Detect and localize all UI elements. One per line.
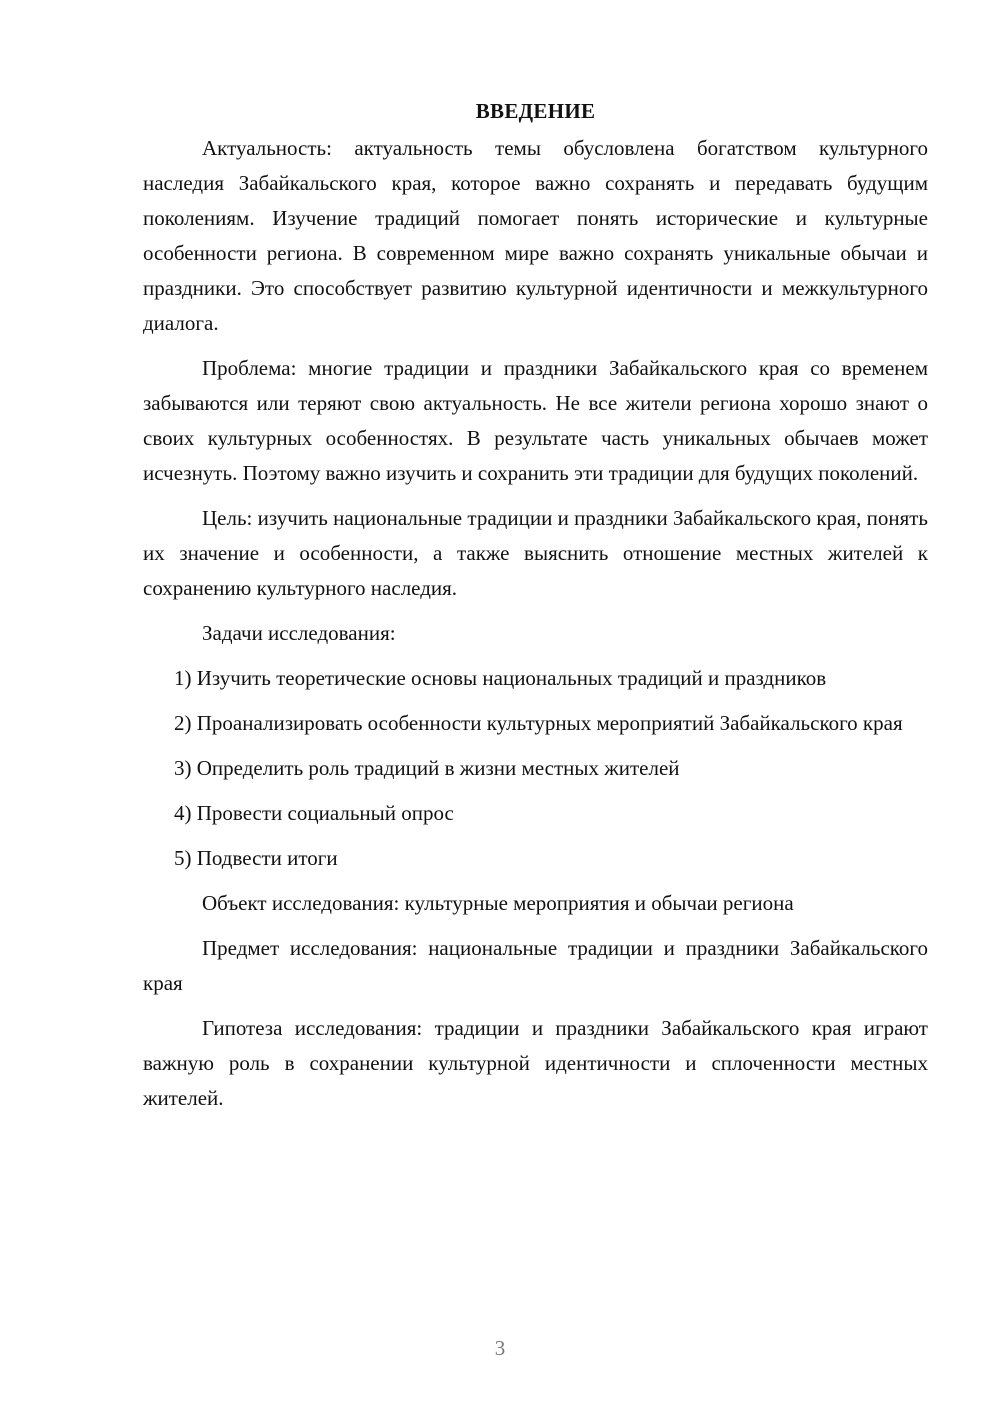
paragraph-object: Объект исследования: культурные мероприятия и обычаи региона xyxy=(202,891,794,915)
page-number: 3 xyxy=(494,1336,506,1360)
paragraph-hypothesis: Гипотеза исследования: традиции и праздники Забайкальского края играют важную роль в сохранении культурной идентичности и сплоченности местных жителей. xyxy=(143,1016,928,1110)
task-item-2: 2) Проанализировать особенности культурных мероприятий Забайкальского края xyxy=(174,711,903,735)
task-item-1: 1) Изучить теоретические основы национальных традиций и праздников xyxy=(174,666,827,690)
task-item-3: 3) Определить роль традиций в жизни местных жителей xyxy=(174,756,680,780)
tasks-heading: Задачи исследования: xyxy=(202,621,396,645)
page-title: ВВЕДЕНИЕ xyxy=(475,99,596,123)
paragraph-subject: Предмет исследования: национальные традиции и праздники Забайкальского края xyxy=(143,936,928,995)
paragraph-problem: Проблема: многие традиции и праздники Забайкальского края со временем забываются или теряют свою актуальность. Не все жители региона хорошо знают о своих культурных особенностях. В результате часть уникальных обычаев может исчезнуть. Поэтому важно изучить и сохранить эти традиции для будущих поколений. xyxy=(143,356,928,485)
task-item-5: 5) Подвести итоги xyxy=(174,846,338,870)
document-body xyxy=(143,97,928,1126)
paragraph-goal: Цель: изучить национальные традиции и праздники Забайкальского края, понять их значение и особенности, а также выяснить отношение местных жителей к сохранению культурного наследия. xyxy=(143,506,928,600)
task-item-4: 4) Провести социальный опрос xyxy=(174,801,454,825)
paragraph-relevance: Актуальность: актуальность темы обусловлена богатством культурного наследия Забайкальского края, которое важно сохранять и передавать будущим поколениям. Изучение традиций помогает понять исторические и культурные особенности региона. В современном мире важно сохранять уникальные обычаи и праздники. Это способствует развитию культурной идентичности и межкультурного диалога. xyxy=(143,136,928,335)
